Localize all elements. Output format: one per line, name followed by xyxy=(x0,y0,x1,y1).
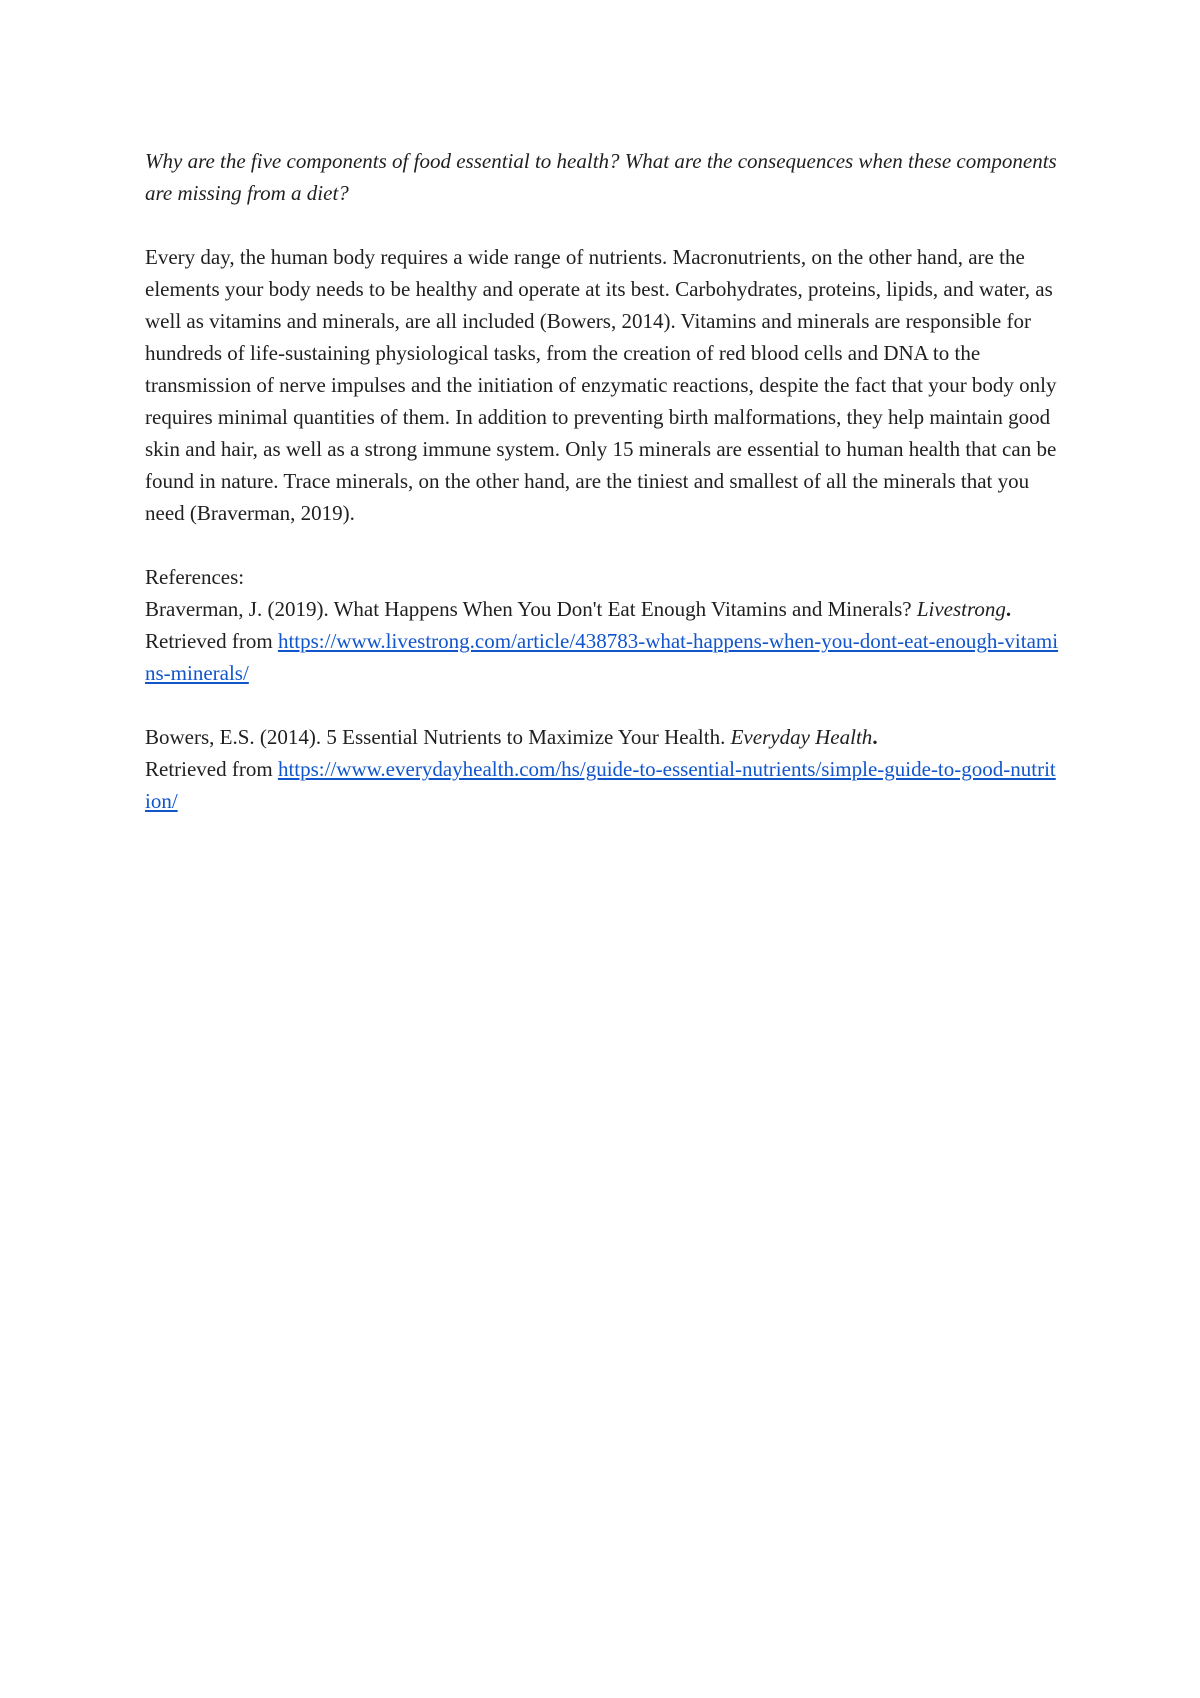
reference-link[interactable]: https://www.everydayhealth.com/hs/guide-to-essential-nutrients/simple-guide-to-good-nutrition/ xyxy=(145,757,1056,813)
reference-item xyxy=(145,593,1060,689)
reference-source: Everyday Health xyxy=(730,725,873,749)
reference-retrieved: Retrieved from xyxy=(145,757,278,781)
body-paragraph: Every day, the human body requires a wide range of nutrients. Macronutrients, on the other hand, are the elements your body needs to be healthy and operate at its best. Carbohydrates, proteins, lipids, and water, as well as vitamins and minerals, are all included (Bowers, 2014). Vitamins and minerals are responsible for hundreds of life-sustaining physiological tasks, from the creation of red blood cells and DNA to the transmission of nerve impulses and the initiation of enzymatic reactions, despite the fact that your body only requires minimal quantities of them. In addition to preventing birth malformations, they help maintain good skin and hair, as well as a strong immune system. Only 15 minerals are essential to human health that can be found in nature. Trace minerals, on the other hand, are the tiniest and smallest of all the minerals that you need (Braverman, 2019). xyxy=(145,245,1057,525)
reference-retrieved: Retrieved from xyxy=(145,629,278,653)
reference-source-suffix: . xyxy=(872,725,878,749)
reference-source: Livestrong xyxy=(916,597,1006,621)
reference-source-suffix: . xyxy=(1005,597,1012,621)
reference-text: Braverman, J. (2019). What Happens When You Don't Eat Enough Vitamins and Minerals? xyxy=(145,597,912,621)
reference-item xyxy=(145,721,1060,817)
reference-link[interactable]: https://www.livestrong.com/article/438783-what-happens-when-you-dont-eat-enough-vitamins-minerals/ xyxy=(145,629,1059,685)
question-text: Why are the five components of food essential to health? What are the consequences when these components are missing from a diet? xyxy=(145,149,1057,205)
document-page xyxy=(145,145,1060,817)
references-heading: References: xyxy=(145,565,245,589)
reference-text: Bowers, E.S. (2014). 5 Essential Nutrients to Maximize Your Health. xyxy=(145,725,726,749)
